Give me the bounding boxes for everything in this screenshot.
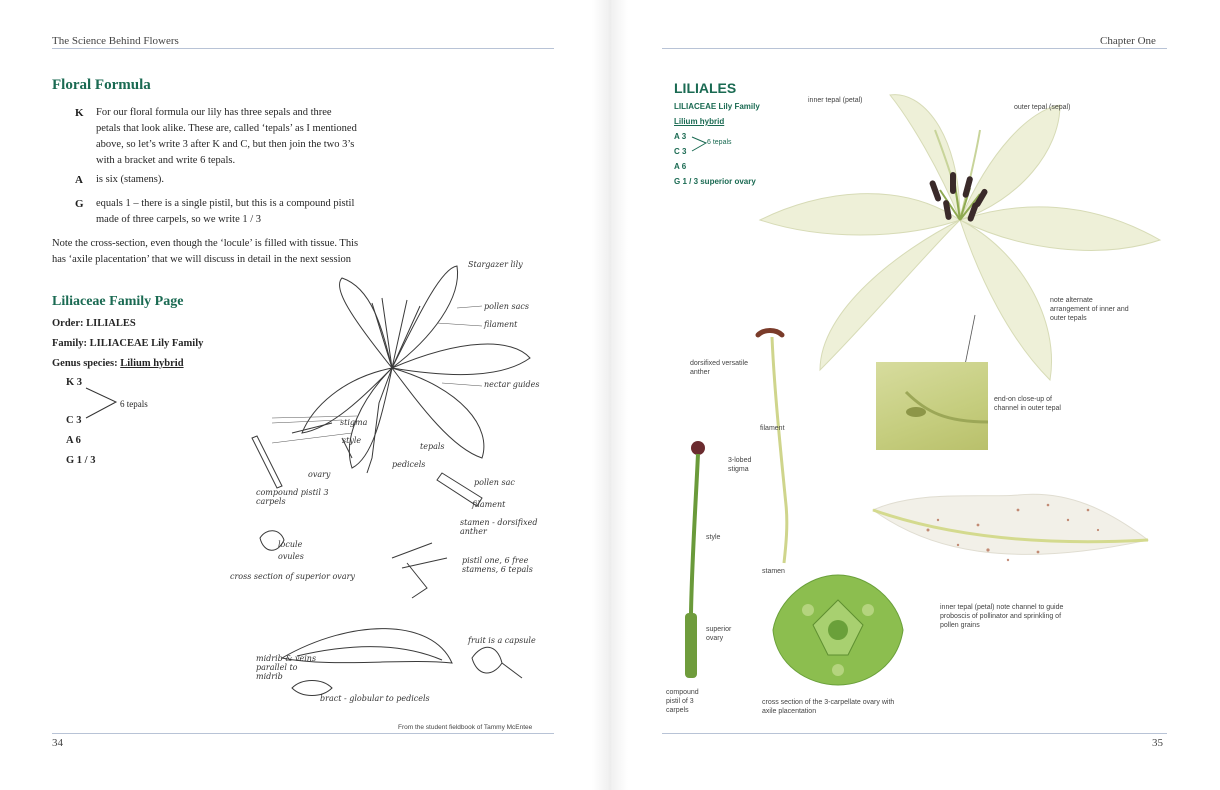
sketch-stigma: stigma <box>340 418 368 427</box>
lily-photo <box>760 90 1180 390</box>
sketch-ovary: ovary <box>308 470 331 479</box>
sketch-cross-section: cross section of superior ovary <box>230 572 355 581</box>
sketch-stamen: stamen - dorsifixed anther <box>460 518 538 536</box>
info-c3: C 3 <box>674 147 687 156</box>
sketch-ovules: ovules <box>278 552 304 561</box>
sketch-filament: filament <box>484 320 518 329</box>
caption-ovary: superior ovary <box>706 626 732 642</box>
order-line: Order: LILIALES <box>52 318 136 329</box>
sketch-anther-sac: pollen sac <box>474 478 515 487</box>
tepals-note-left: 6 tepals <box>120 399 148 409</box>
caption-channel: end-on close-up of channel in outer tepal <box>994 396 1061 412</box>
sketch-pollen-sacs: pollen sacs <box>484 302 529 311</box>
sketch-compound-pistil: compound pistil 3 carpels <box>256 488 329 506</box>
liliales-title: LILIALES <box>674 80 737 96</box>
family-page-title: Liliaceae Family Page <box>52 294 184 309</box>
info-a3: A 3 <box>674 132 687 141</box>
sketch-credit: From the student fieldbook of Tammy McEntee <box>398 724 533 731</box>
info-g: G 1 / 3 superior ovary <box>674 177 756 186</box>
inner-tepal-photo <box>868 470 1158 610</box>
sketch-filament-2: filament <box>472 500 506 509</box>
caption-compound: compound pistil of 3 carpels <box>666 689 699 714</box>
note-paragraph: Note the cross-section, even though the ‘locule’ is filled with tissue. This has ‘axile placentation’ that we will discuss in detail in the next session <box>52 238 359 265</box>
genus-line <box>52 356 184 372</box>
running-head-right: Chapter One <box>1100 35 1156 47</box>
formula-row-c: C 3 <box>66 415 82 426</box>
formula-row-g: G 1 / 3 <box>66 455 96 466</box>
channel-closeup-photo <box>876 362 988 450</box>
sketch-title: Stargazer lily <box>468 260 523 269</box>
caption-inner-channel: inner tepal (petal) note channel to guide proboscis of pollinator and sprinkling of pollen grains <box>940 604 1064 629</box>
sketch-tepals: tepals <box>420 442 445 451</box>
sketch-pedicels: pedicels <box>392 460 426 469</box>
right-page <box>610 0 1220 790</box>
formula-key-g: G <box>75 198 84 210</box>
caption-outer-tepal: outer tepal (sepal) <box>1014 104 1071 111</box>
caption-inner-tepal: inner tepal (petal) <box>808 97 863 104</box>
header-rule-right <box>662 48 1167 49</box>
genus-value: Lilium hybrid <box>120 358 184 369</box>
caption-stamen: stamen <box>762 568 785 575</box>
formula-row-a: A 6 <box>66 435 81 446</box>
caption-style: style <box>706 534 721 541</box>
info-family: LILIACEAE Lily Family <box>674 102 760 111</box>
header-rule-left <box>52 48 554 49</box>
floral-formula-title: Floral Formula <box>52 77 151 93</box>
caption-alternate: note alternate arrangement of inner and outer tepals <box>1050 297 1129 322</box>
sketch-locule: locule <box>278 540 303 549</box>
info-a6: A 6 <box>674 162 687 171</box>
caption-dorsifixed: dorsifixed versatile anther <box>690 360 748 376</box>
caption-cross-section: cross section of the 3-carpellate ovary with axile placentation <box>762 699 895 715</box>
caption-stigma: 3-lobed stigma <box>728 457 752 473</box>
footer-rule-right <box>662 733 1167 734</box>
family-line: Family: LILIACEAE Lily Family <box>52 338 204 349</box>
channel-groove <box>876 362 988 450</box>
formula-text-a: is six (stamens). <box>96 174 164 185</box>
stamen-photo <box>750 325 810 565</box>
formula-key-a: A <box>75 174 83 186</box>
formula-text-g: equals 1 – there is a single pistil, but this is a compound pistil made of three carpels, so we write 1 / 3 <box>96 198 355 225</box>
caption-filament: filament <box>760 425 785 432</box>
formula-row-k: K 3 <box>66 377 83 388</box>
sketch-style: style <box>342 436 362 445</box>
sketch-midrib: midrib & veins parallel to midrib <box>256 654 317 681</box>
info-genus: Lilium hybrid <box>674 117 725 126</box>
sketch-pistil-stamens: pistil one, 6 free stamens, 6 tepals <box>462 556 533 574</box>
info-tepals: 6 tepals <box>707 139 732 146</box>
sketch-nectar-guides: nectar guides <box>484 380 540 389</box>
page-number-right: 35 <box>1152 737 1163 749</box>
page-number-left: 34 <box>52 737 63 749</box>
footer-rule-left <box>52 733 554 734</box>
running-head-left: The Science Behind Flowers <box>52 35 179 47</box>
sketch-fruit: fruit is a capsule <box>468 636 536 645</box>
sketch-bract: bract - globular to pedicels <box>320 694 430 703</box>
genus-label: Genus species: <box>52 358 121 369</box>
formula-key-k: K <box>75 107 84 119</box>
formula-text-k: For our floral formula our lily has three sepals and three petals that look alike. These are, called ‘tepals’ as I mentioned above, so let’s write 3 after K and C, but then join the two 3’s with a bracket and write 6 tepals. <box>96 107 357 166</box>
